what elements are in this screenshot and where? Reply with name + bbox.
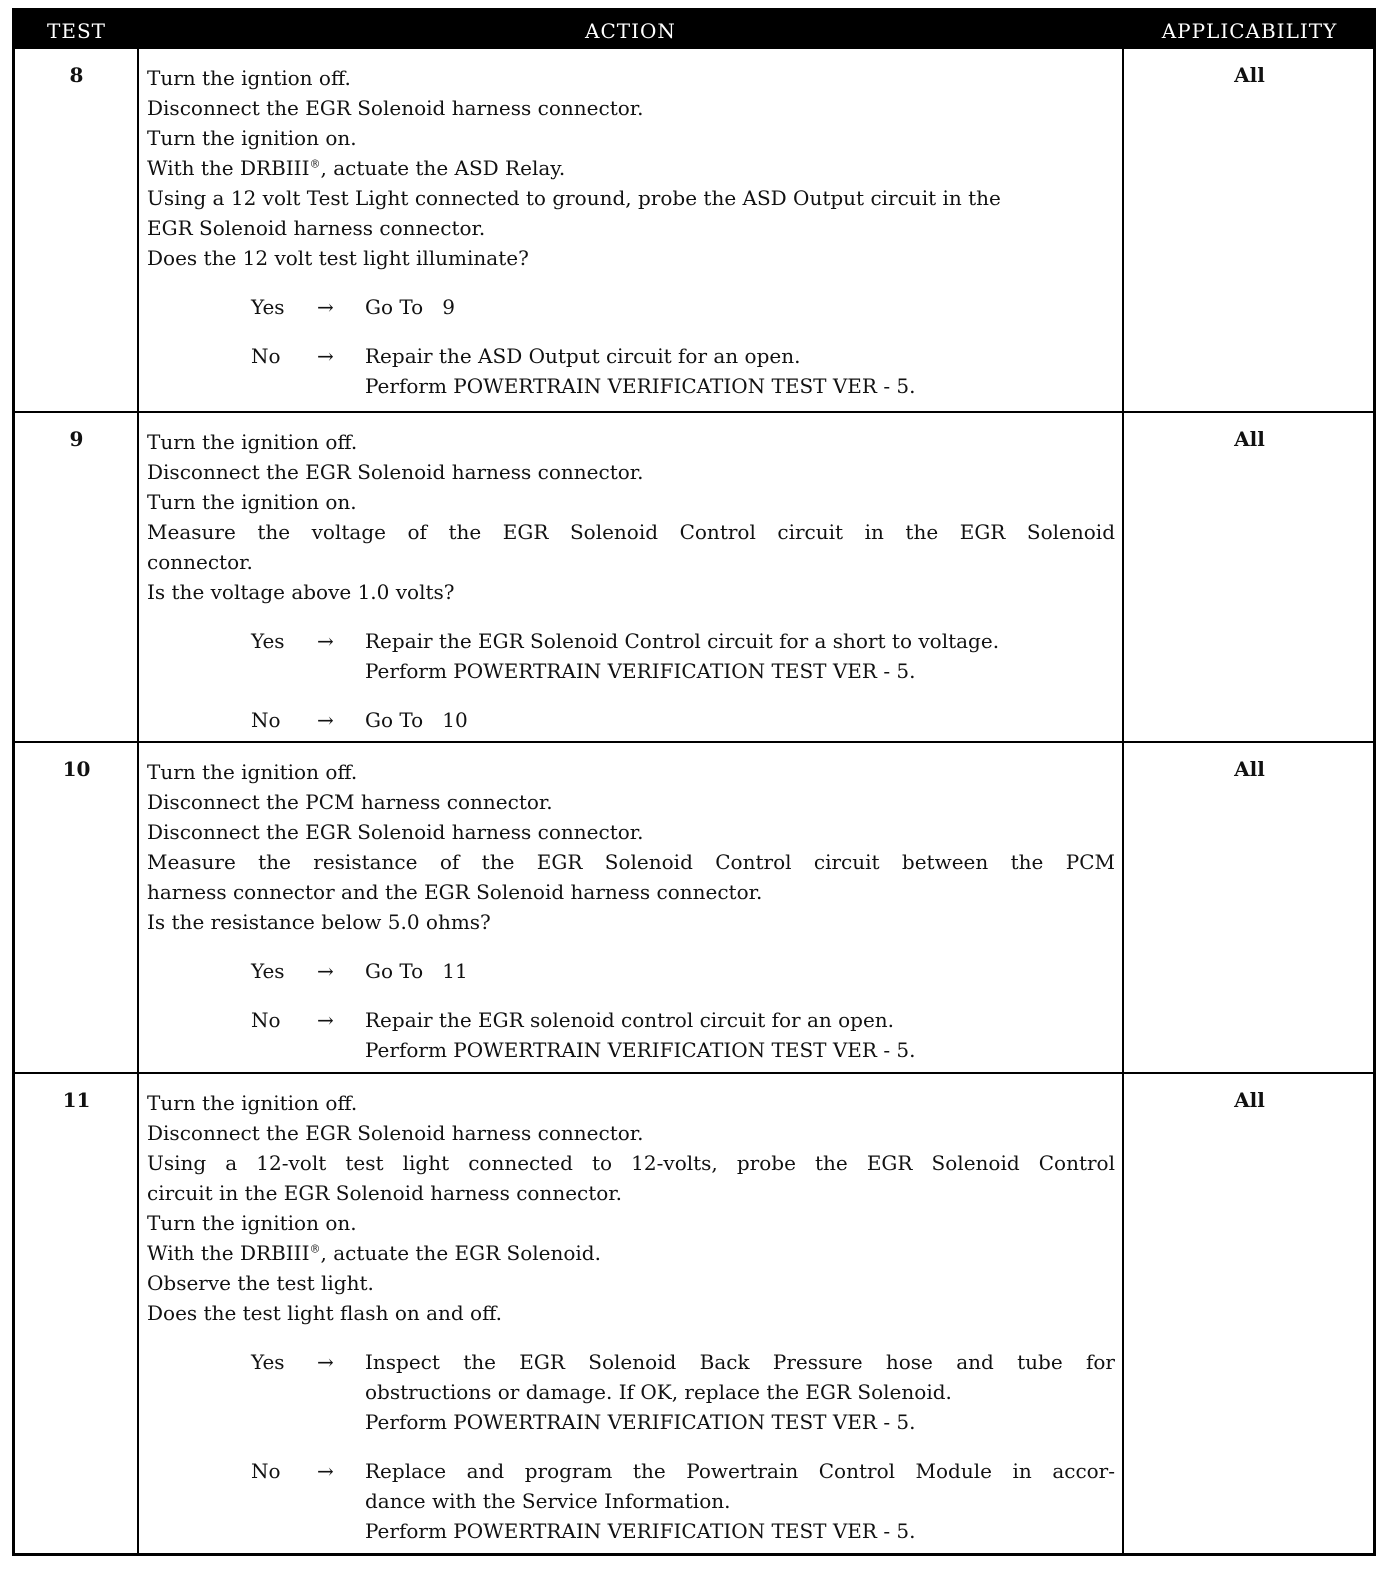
- step-text: Does the test light flash on and off.: [147, 1301, 502, 1325]
- action-cell: [147, 757, 1115, 1065]
- result-text: Repair the EGR solenoid control circuit for an open.: [365, 1008, 895, 1032]
- arrow-right-icon: →: [317, 295, 334, 319]
- action-cell: [147, 1088, 1115, 1546]
- step-text: Turn the ignition on.: [147, 1211, 357, 1235]
- arrow-right-icon: →: [317, 959, 334, 983]
- result-text: Go To 9: [365, 295, 455, 319]
- table-header: [15, 11, 1373, 49]
- step-text: Turn the igntion off.: [147, 66, 351, 90]
- step-text: Turn the ignition on.: [147, 126, 357, 150]
- step-text: Does the 12 volt test light illuminate?: [147, 246, 529, 270]
- result-text: Perform POWERTRAIN VERIFICATION TEST VER - 5.: [365, 1038, 916, 1062]
- step-text: Using a 12 volt Test Light connected to ground, probe the ASD Output circuit in the: [147, 186, 1001, 210]
- table-row: [15, 411, 1373, 743]
- yes-label: Yes: [251, 1350, 285, 1374]
- no-label: No: [251, 1008, 281, 1032]
- step-text: Disconnect the EGR Solenoid harness connector.: [147, 96, 644, 120]
- yes-option: [147, 1347, 1115, 1437]
- table-row: [15, 49, 1373, 411]
- result-text: Repair the EGR Solenoid Control circuit for a short to voltage.: [365, 629, 1000, 653]
- diagnostic-table: [12, 8, 1376, 1556]
- result-text: Perform POWERTRAIN VERIFICATION TEST VER - 5.: [365, 1519, 916, 1543]
- step-text: Disconnect the EGR Solenoid harness connector.: [147, 460, 644, 484]
- step-text: Is the resistance below 5.0 ohms?: [147, 910, 491, 934]
- yes-option: [147, 956, 1115, 986]
- header-applicability: APPLICABILITY: [1161, 19, 1338, 43]
- result-text: Perform POWERTRAIN VERIFICATION TEST VER - 5.: [365, 659, 916, 683]
- result-text: Go To 11: [365, 959, 468, 983]
- test-number: 10: [62, 757, 91, 781]
- step-text: harness connector and the EGR Solenoid harness connector.: [147, 880, 763, 904]
- arrow-right-icon: →: [317, 1008, 334, 1032]
- yes-label: Yes: [251, 295, 285, 319]
- action-cell: [147, 427, 1115, 735]
- yes-option: [147, 626, 1115, 686]
- step-text: EGR Solenoid harness connector.: [147, 216, 486, 240]
- step-text: Disconnect the PCM harness connector.: [147, 790, 553, 814]
- result-text: Perform POWERTRAIN VERIFICATION TEST VER - 5.: [365, 374, 916, 398]
- step-text: With the DRBIII®, actuate the ASD Relay.: [147, 156, 566, 180]
- result-text: dance with the Service Information.: [365, 1489, 731, 1513]
- step-text: Disconnect the EGR Solenoid harness connector.: [147, 820, 644, 844]
- arrow-right-icon: →: [317, 344, 334, 368]
- no-option: [147, 1005, 1115, 1065]
- applicability-value: All: [1234, 1088, 1265, 1112]
- step-text: connector.: [147, 550, 253, 574]
- result-text: Replace and program the Powertrain Control Module in accor-: [365, 1459, 1115, 1483]
- step-text: Turn the ignition off.: [147, 430, 358, 454]
- step-text: Turn the ignition off.: [147, 1091, 358, 1115]
- result-text: Inspect the EGR Solenoid Back Pressure hose and tube for: [365, 1350, 1115, 1374]
- result-text: obstructions or damage. If OK, replace the EGR Solenoid.: [365, 1380, 952, 1404]
- no-label: No: [251, 708, 281, 732]
- test-number: 9: [69, 427, 84, 451]
- yes-option: [147, 292, 1115, 322]
- no-label: No: [251, 1459, 281, 1483]
- no-option: [147, 705, 1115, 735]
- step-text: Measure the voltage of the EGR Solenoid Control circuit in the EGR Solenoid: [147, 520, 1115, 544]
- header-test: TEST: [47, 19, 106, 43]
- result-text: Repair the ASD Output circuit for an open.: [365, 344, 801, 368]
- step-text: circuit in the EGR Solenoid harness connector.: [147, 1181, 623, 1205]
- result-text: Go To 10: [365, 708, 468, 732]
- step-text: Is the voltage above 1.0 volts?: [147, 580, 455, 604]
- test-number: 8: [69, 63, 84, 87]
- result-text: Perform POWERTRAIN VERIFICATION TEST VER - 5.: [365, 1410, 916, 1434]
- step-text: Disconnect the EGR Solenoid harness connector.: [147, 1121, 644, 1145]
- no-label: No: [251, 344, 281, 368]
- arrow-right-icon: →: [317, 1350, 334, 1374]
- arrow-right-icon: →: [317, 1459, 334, 1483]
- applicability-value: All: [1234, 63, 1265, 87]
- registered-mark: ®: [309, 1242, 321, 1256]
- step-text: Measure the resistance of the EGR Solenoid Control circuit between the PCM: [147, 850, 1115, 874]
- arrow-right-icon: →: [317, 629, 334, 653]
- no-option: [147, 341, 1115, 401]
- header-action: ACTION: [585, 19, 676, 43]
- step-text: Using a 12-volt test light connected to 12-volts, probe the EGR Solenoid Control: [147, 1151, 1115, 1175]
- applicability-value: All: [1234, 427, 1265, 451]
- step-text: With the DRBIII®, actuate the EGR Solenoid.: [147, 1241, 601, 1265]
- no-option: [147, 1456, 1115, 1546]
- arrow-right-icon: →: [317, 708, 334, 732]
- step-text: Turn the ignition on.: [147, 490, 357, 514]
- yes-label: Yes: [251, 959, 285, 983]
- applicability-value: All: [1234, 757, 1265, 781]
- table-row: [15, 1072, 1373, 1558]
- step-text: Turn the ignition off.: [147, 760, 358, 784]
- registered-mark: ®: [309, 157, 321, 171]
- action-cell: [147, 63, 1115, 401]
- table-row: [15, 741, 1373, 1074]
- step-text: Observe the test light.: [147, 1271, 374, 1295]
- yes-label: Yes: [251, 629, 285, 653]
- test-number: 11: [62, 1088, 91, 1112]
